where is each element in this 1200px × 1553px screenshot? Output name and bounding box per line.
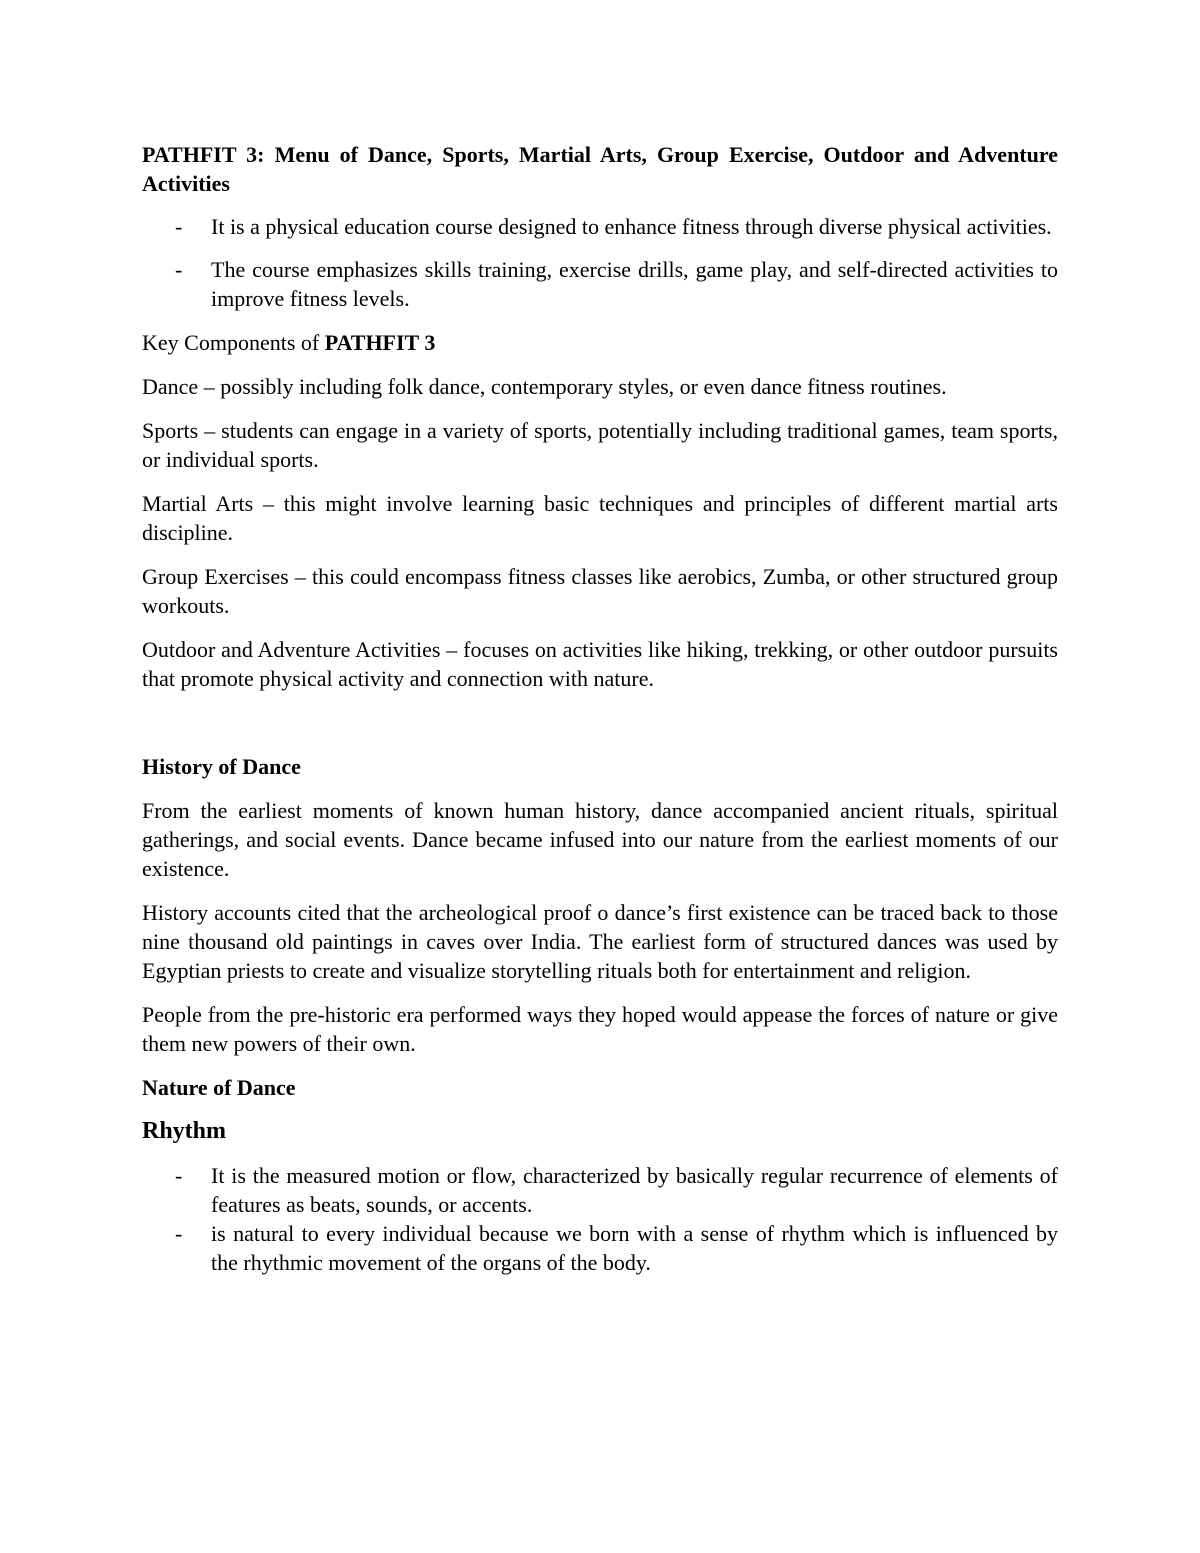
rhythm-subheading: Rhythm [142, 1118, 227, 1144]
key-components-lead [142, 328, 1058, 357]
component-martial-arts [142, 489, 1058, 547]
intro-bullet-1 [142, 212, 1058, 241]
component-description: – students can engage in a variety of sports, potentially including traditional games, team sports, or individual sports. [142, 418, 1058, 472]
dash-bullet-icon: - [175, 214, 183, 239]
history-heading: History of Dance [142, 754, 301, 779]
rhythm-bullet-list [142, 1161, 1058, 1277]
rhythm-bullet-1 [142, 1161, 1058, 1219]
history-paragraph-2: History accounts cited that the archeological proof o dance’s first existence can be traced back to those nine thousand old paintings in caves over India. The earliest form of structured dances was used by Egyptian priests to create and visualize storytelling rituals both for entertainment and religion. [142, 900, 1058, 983]
nature-heading: Nature of Dance [142, 1075, 296, 1100]
key-components-lead-bold: PATHFIT 3 [324, 330, 436, 355]
document-title: PATHFIT 3: Menu of Dance, Sports, Martial Arts, Group Exercise, Outdoor and Adventure Activities [142, 142, 1058, 196]
key-components-lead-text: Key Components of [142, 330, 325, 355]
document-page [142, 140, 1058, 1292]
dash-bullet-icon: - [175, 1221, 183, 1246]
section-spacer [142, 708, 1058, 752]
rhythm-bullet-text: is natural to every individual because we born with a sense of rhythm which is influenced by the rhythmic movement of the organs of the body. [211, 1221, 1058, 1275]
component-description: – possibly including folk dance, contemporary styles, or even dance fitness routines. [198, 374, 947, 399]
component-description: – this might involve learning basic techniques and principles of different martial arts discipline. [142, 491, 1058, 545]
intro-bullet-list [142, 212, 1058, 313]
intro-bullet-text: The course emphasizes skills training, exercise drills, game play, and self-directed activities to improve fitness levels. [211, 257, 1058, 311]
history-paragraph-1: From the earliest moments of known human history, dance accompanied ancient rituals, spiritual gatherings, and social events. Dance became infused into our nature from the earliest moments of our existence. [142, 798, 1058, 881]
component-term: Dance [142, 374, 199, 399]
component-sports [142, 416, 1058, 474]
component-term: Sports [142, 418, 199, 443]
component-term: Outdoor and Adventure Activities [142, 637, 441, 662]
history-paragraph-3: People from the pre-historic era performed ways they hoped would appease the forces of nature or give them new powers of their own. [142, 1002, 1058, 1056]
rhythm-bullet-text: It is the measured motion or flow, characterized by basically regular recurrence of elements of features as beats, sounds, or accents. [211, 1163, 1058, 1217]
dash-bullet-icon: - [175, 257, 183, 282]
intro-bullet-text: It is a physical education course designed to enhance fitness through diverse physical activities. [211, 214, 1052, 239]
dash-bullet-icon: - [175, 1163, 183, 1188]
component-term: Group Exercises [142, 564, 289, 589]
component-description: – this could encompass fitness classes like aerobics, Zumba, or other structured group workouts. [142, 564, 1058, 618]
rhythm-bullet-2 [142, 1219, 1058, 1277]
component-dance [142, 372, 1058, 401]
intro-bullet-2 [142, 255, 1058, 313]
component-outdoor-adventure [142, 635, 1058, 693]
component-group-exercises [142, 562, 1058, 620]
component-term: Martial Arts [142, 491, 254, 516]
component-description: – focuses on activities like hiking, trekking, or other outdoor pursuits that promote physical activity and connection with nature. [142, 637, 1058, 691]
